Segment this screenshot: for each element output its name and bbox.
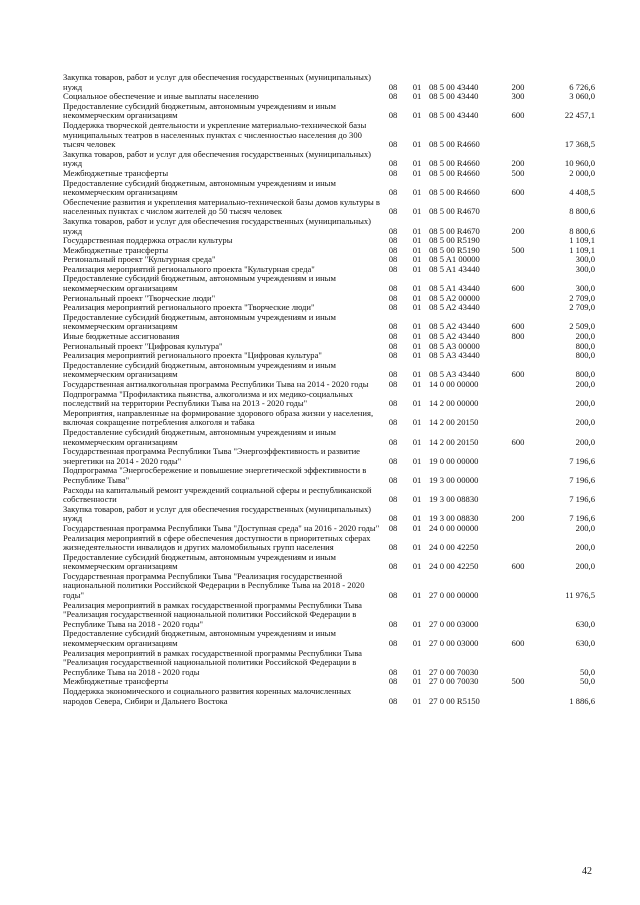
row-target-code: 08 5 A3 00000 — [429, 340, 480, 351]
table-row — [63, 409, 595, 428]
row-expense-type — [501, 294, 535, 304]
row-amount: 2 000,0 — [569, 167, 595, 178]
row-section: 08 — [388, 474, 398, 485]
row-expense-type: 600 — [511, 369, 525, 380]
row-name: Государственная программа Республики Тыва "Реализация государственной национальной политики Российской Федерации в Республике Тыва на 2018 - 2020 годы" — [63, 570, 365, 601]
row-amount: 7 196,6 — [569, 474, 595, 485]
row-section: 08 — [388, 436, 398, 447]
row-target-code: 27 0 00 03000 — [429, 618, 479, 629]
row-subsection: 01 — [412, 283, 422, 294]
row-section: 08 — [388, 91, 398, 102]
row-amount: 2 709,0 — [569, 292, 595, 303]
table-row — [63, 102, 595, 121]
row-name: Реализация мероприятий регионального проекта "Цифровая культура" — [63, 350, 322, 361]
row-expense-type — [501, 572, 535, 601]
row-expense-type — [501, 198, 535, 217]
row-name: Государственная программа Республики Тыва "Энергоэффективность и развитие энергетики на 2014 - 2020 годы" — [63, 446, 360, 466]
row-name: Закупка товаров, работ и услуг для обеспечения государственных (муниципальных) нужд — [63, 148, 371, 169]
row-expense-type: 600 — [511, 187, 525, 198]
row-name: Предоставление субсидий бюджетным, автономным учреждениям и иным некоммерческим организациям — [63, 628, 336, 649]
row-section: 08 — [388, 331, 398, 342]
row-target-code: 24 0 00 00000 — [429, 522, 479, 533]
row-amount: 300,0 — [575, 283, 595, 294]
row-target-code: 19 0 00 00000 — [429, 455, 479, 466]
table-row — [63, 274, 595, 293]
row-target-code: 08 5 00 R4660 — [429, 187, 480, 198]
row-subsection: 01 — [412, 618, 422, 629]
table-row — [63, 466, 595, 485]
row-amount: 630,0 — [575, 638, 595, 649]
row-target-code: 08 5 A1 43440 — [429, 283, 480, 294]
row-target-code: 14 2 00 20150 — [429, 417, 479, 428]
row-subsection: 01 — [412, 522, 422, 533]
row-expense-type — [501, 466, 535, 485]
row-target-code: 08 5 A2 43440 — [429, 321, 480, 332]
table-row — [63, 629, 595, 648]
row-section: 08 — [388, 638, 398, 649]
row-target-code: 14 0 00 00000 — [429, 379, 479, 389]
row-target-code: 08 5 00 43440 — [429, 81, 479, 92]
row-section: 08 — [388, 292, 398, 303]
row-subsection: 01 — [412, 590, 422, 601]
table-row — [63, 486, 595, 505]
table-row — [63, 601, 595, 630]
row-subsection: 01 — [412, 455, 422, 466]
row-amount: 7 196,6 — [569, 455, 595, 466]
row-subsection: 01 — [412, 417, 422, 428]
row-section: 08 — [388, 139, 398, 150]
row-amount: 200,0 — [575, 522, 595, 533]
row-name: Расходы на капитальный ремонт учреждений социальной сферы и республиканской собственности — [63, 484, 372, 505]
row-name: Региональный проект "Культурная среда" — [63, 254, 216, 265]
row-expense-type: 600 — [511, 321, 525, 332]
row-name: Предоставление субсидий бюджетным, автономным учреждениям и иным некоммерческим организациям — [63, 426, 336, 447]
row-subsection: 01 — [412, 638, 422, 649]
row-amount: 300,0 — [575, 263, 595, 274]
row-target-code: 14 2 00 20150 — [429, 436, 479, 447]
row-target-code: 19 3 00 08830 — [429, 513, 479, 524]
row-expense-type: 300 — [511, 91, 525, 102]
row-subsection: 01 — [412, 110, 422, 121]
table-row — [63, 150, 595, 169]
row-expense-type — [501, 649, 535, 678]
row-amount: 630,0 — [575, 618, 595, 629]
row-name: Региональный проект "Творческие люди" — [63, 292, 216, 303]
row-subsection: 01 — [412, 379, 422, 389]
row-name: Реализация мероприятий в сфере обеспечения доступности в приоритетных сферах жизнедеятельности инвалидов и других маломобильных групп населения — [63, 532, 371, 553]
table-row — [63, 73, 595, 92]
row-name: Предоставление субсидий бюджетным, автономным учреждениям и иным некоммерческим организациям — [63, 359, 336, 380]
row-section: 08 — [388, 110, 398, 121]
row-expense-type: 200 — [511, 158, 525, 169]
row-section: 08 — [388, 455, 398, 466]
row-expense-type — [501, 255, 535, 265]
row-section: 08 — [388, 158, 398, 169]
row-target-code: 08 5 A3 43440 — [429, 350, 480, 361]
row-target-code: 24 0 00 42250 — [429, 542, 479, 553]
row-name: Реализация мероприятий в рамках государственной программы Республики Тыва "Реализация государственной национальной политики Российской Федерации в Республике Тыва на 2018 - 2020 годы — [63, 647, 362, 677]
row-amount: 200,0 — [575, 331, 595, 342]
table-row — [63, 428, 595, 447]
row-section: 08 — [388, 340, 398, 351]
row-expense-type: 600 — [511, 436, 525, 447]
table-row — [63, 198, 595, 217]
row-target-code: 19 3 00 08830 — [429, 494, 479, 505]
row-amount: 17 368,5 — [564, 139, 595, 150]
row-expense-type — [501, 342, 535, 352]
table-row — [63, 313, 595, 332]
row-amount: 1 109,1 — [569, 235, 595, 246]
row-expense-type — [501, 534, 535, 553]
row-amount: 10 960,0 — [564, 158, 595, 169]
row-amount: 1 109,1 — [569, 244, 595, 255]
row-target-code: 08 5 A1 00000 — [429, 254, 480, 265]
row-subsection: 01 — [412, 81, 422, 92]
row-section: 08 — [388, 542, 398, 553]
row-target-code: 27 0 00 R5150 — [429, 695, 480, 706]
row-section: 08 — [388, 369, 398, 380]
row-expense-type — [501, 447, 535, 466]
row-subsection: 01 — [412, 331, 422, 342]
row-name: Межбюджетные трансферты — [63, 676, 169, 687]
row-expense-type — [501, 121, 535, 150]
row-subsection: 01 — [412, 369, 422, 380]
row-subsection: 01 — [412, 263, 422, 274]
row-expense-type: 200 — [511, 81, 525, 92]
row-name: Предоставление субсидий бюджетным, автономным учреждениям и иным некоммерческим организациям — [63, 100, 336, 121]
row-expense-type — [501, 486, 535, 505]
row-name: Предоставление субсидий бюджетным, автономным учреждениям и иным некоммерческим организациям — [63, 177, 336, 198]
row-name: Подпрограмма "Энергосбережение и повышение энергетической эффективности в Республике Тыва" — [63, 465, 367, 485]
row-section: 08 — [388, 561, 398, 572]
table-row — [63, 505, 595, 524]
row-name: Предоставление субсидий бюджетным, автономным учреждениям и иным некоммерческим организациям — [63, 273, 336, 294]
row-name: Реализация мероприятий регионального проекта "Творческие люди" — [63, 302, 315, 313]
row-subsection: 01 — [412, 244, 422, 255]
row-section: 08 — [388, 187, 398, 198]
row-amount: 800,0 — [575, 369, 595, 380]
row-name: Предоставление субсидий бюджетным, автономным учреждениям и иным некоммерческим организациям — [63, 551, 336, 572]
table-row — [63, 649, 595, 678]
table-row — [63, 687, 595, 706]
row-name: Подпрограмма "Профилактика пьянства, алкоголизма и их медико-социальных последствий на территории Республики Тыва на 2013 - 2020 годы" — [63, 388, 354, 409]
row-amount: 7 196,6 — [569, 494, 595, 505]
row-expense-type: 600 — [511, 110, 525, 121]
row-expense-type: 500 — [511, 676, 525, 687]
row-section: 08 — [388, 206, 398, 217]
row-amount: 2 509,0 — [569, 321, 595, 332]
row-name: Предоставление субсидий бюджетным, автономным учреждениям и иным некоммерческим организациям — [63, 311, 336, 332]
row-target-code: 08 5 A2 00000 — [429, 292, 480, 303]
row-target-code: 08 5 00 R4670 — [429, 206, 480, 217]
row-target-code: 08 5 00 R4660 — [429, 139, 480, 150]
row-target-code: 08 5 A1 43440 — [429, 263, 480, 274]
row-expense-type — [501, 524, 535, 534]
row-subsection: 01 — [412, 225, 422, 236]
row-target-code: 14 2 00 00000 — [429, 398, 479, 409]
row-amount: 7 196,6 — [569, 513, 595, 524]
row-amount: 8 800,6 — [569, 206, 595, 217]
row-subsection: 01 — [412, 695, 422, 706]
row-subsection: 01 — [412, 91, 422, 102]
row-section: 08 — [388, 417, 398, 428]
row-amount: 22 457,1 — [564, 110, 595, 121]
row-subsection: 01 — [412, 398, 422, 409]
table-row — [63, 179, 595, 198]
row-target-code: 08 5 A2 43440 — [429, 331, 480, 342]
row-name: Закупка товаров, работ и услуг для обеспечения государственных (муниципальных) нужд — [63, 215, 371, 236]
row-name: Реализация мероприятий регионального проекта "Культурная среда" — [63, 263, 315, 274]
row-name: Обеспечение развития и укрепления материально-технической базы домов культуры в населенных пунктах с числом жителей до 50 тысяч человек — [63, 196, 380, 217]
row-target-code: 27 0 00 70030 — [429, 676, 479, 687]
row-amount: 50,0 — [579, 676, 595, 687]
row-name: Государственная поддержка отрасли культуры — [63, 235, 233, 246]
row-target-code: 08 5 00 43440 — [429, 110, 479, 121]
row-subsection: 01 — [412, 676, 422, 687]
row-expense-type: 200 — [511, 513, 525, 524]
row-subsection: 01 — [412, 494, 422, 505]
row-subsection: 01 — [412, 474, 422, 485]
row-section: 08 — [388, 302, 398, 313]
row-section: 08 — [388, 244, 398, 255]
row-amount: 2 709,0 — [569, 302, 595, 313]
row-target-code: 19 3 00 00000 — [429, 474, 479, 485]
table-row — [63, 217, 595, 236]
row-section: 08 — [388, 350, 398, 361]
row-subsection: 01 — [412, 158, 422, 169]
row-subsection: 01 — [412, 513, 422, 524]
row-expense-type — [501, 380, 535, 390]
row-subsection: 01 — [412, 187, 422, 198]
row-name: Межбюджетные трансферты — [63, 244, 169, 255]
row-section: 08 — [388, 522, 398, 533]
row-subsection: 01 — [412, 340, 422, 351]
row-amount: 8 800,6 — [569, 225, 595, 236]
row-section: 08 — [388, 513, 398, 524]
row-target-code: 27 0 00 70030 — [429, 666, 479, 677]
row-target-code: 08 5 00 R4660 — [429, 167, 480, 178]
row-expense-type: 800 — [511, 331, 525, 342]
row-subsection: 01 — [412, 561, 422, 572]
row-section: 08 — [388, 235, 398, 246]
row-name: Закупка товаров, работ и услуг для обеспечения государственных (муниципальных) нужд — [63, 72, 371, 92]
row-section: 08 — [388, 666, 398, 677]
row-section: 08 — [388, 283, 398, 294]
row-expense-type: 600 — [511, 638, 525, 649]
row-subsection: 01 — [412, 167, 422, 178]
row-name: Закупка товаров, работ и услуг для обеспечения государственных (муниципальных) нужд — [63, 503, 371, 524]
row-amount: 200,0 — [575, 542, 595, 553]
row-subsection: 01 — [412, 292, 422, 303]
row-amount: 300,0 — [575, 254, 595, 265]
row-expense-type — [501, 303, 535, 313]
row-target-code: 27 0 00 00000 — [429, 590, 479, 601]
row-target-code: 08 5 00 43440 — [429, 91, 479, 102]
row-section: 08 — [388, 254, 398, 265]
table-row — [63, 572, 595, 601]
row-name: Региональный проект "Цифровая культура" — [63, 340, 223, 351]
page-number: 42 — [582, 866, 592, 877]
row-amount: 200,0 — [575, 561, 595, 572]
row-amount: 200,0 — [575, 436, 595, 447]
row-amount: 3 060,0 — [569, 91, 595, 102]
row-amount: 200,0 — [575, 417, 595, 428]
row-subsection: 01 — [412, 436, 422, 447]
row-expense-type: 600 — [511, 561, 525, 572]
row-amount: 6 726,6 — [569, 81, 595, 92]
row-section: 08 — [388, 398, 398, 409]
row-amount: 200,0 — [575, 398, 595, 409]
table-row — [63, 121, 595, 150]
row-subsection: 01 — [412, 321, 422, 332]
row-expense-type — [501, 265, 535, 275]
row-target-code: 08 5 00 R5190 — [429, 244, 480, 255]
row-name: Межбюджетные трансферты — [63, 167, 169, 178]
row-expense-type: 200 — [511, 225, 525, 236]
row-amount: 4 408,5 — [569, 187, 595, 198]
row-name: Реализация мероприятий в рамках государственной программы Республики Тыва "Реализация государственной национальной политики Российской Федерации в Республике Тыва на 2018 - 2020 годы" — [63, 599, 362, 629]
row-subsection: 01 — [412, 139, 422, 150]
row-section: 08 — [388, 618, 398, 629]
budget-table — [63, 73, 595, 706]
row-section: 08 — [388, 263, 398, 274]
row-subsection: 01 — [412, 350, 422, 361]
table-row — [63, 553, 595, 572]
row-name: Государственная антиалкогольная программа Республики Тыва на 2014 - 2020 годы — [63, 379, 369, 389]
row-expense-type: 500 — [511, 244, 525, 255]
row-name: Поддержка творческой деятельности и укрепление материально-технической базы муниципальных театров в населенных пунктах с численностью населения до 300 тысяч человек — [63, 119, 367, 150]
table-row — [63, 361, 595, 380]
row-expense-type — [501, 601, 535, 630]
row-target-code: 08 5 A3 43440 — [429, 369, 480, 380]
row-amount: 200,0 — [575, 379, 595, 389]
row-section: 08 — [388, 225, 398, 236]
row-section: 08 — [388, 167, 398, 178]
row-subsection: 01 — [412, 302, 422, 313]
row-section: 08 — [388, 379, 398, 389]
row-name: Мероприятия, направленные на формирование здорового образа жизни у населения, включая сокращение потребления алкоголя и табака — [63, 407, 374, 428]
row-amount: 800,0 — [575, 340, 595, 351]
row-expense-type — [501, 351, 535, 361]
row-target-code: 08 5 A2 43440 — [429, 302, 480, 313]
row-amount: 1 886,6 — [569, 695, 595, 706]
row-amount: 800,0 — [575, 350, 595, 361]
row-section: 08 — [388, 494, 398, 505]
row-expense-type — [501, 390, 535, 409]
table-row — [63, 534, 595, 553]
row-subsection: 01 — [412, 235, 422, 246]
row-subsection: 01 — [412, 254, 422, 265]
row-subsection: 01 — [412, 542, 422, 553]
row-expense-type: 500 — [511, 167, 525, 178]
row-target-code: 27 0 00 03000 — [429, 638, 479, 649]
row-target-code: 08 5 00 R5190 — [429, 235, 480, 246]
row-subsection: 01 — [412, 206, 422, 217]
row-section: 08 — [388, 695, 398, 706]
row-section: 08 — [388, 590, 398, 601]
row-subsection: 01 — [412, 666, 422, 677]
row-expense-type — [501, 687, 535, 706]
row-target-code: 08 5 00 R4660 — [429, 158, 480, 169]
row-amount: 50,0 — [579, 666, 595, 677]
table-row — [63, 390, 595, 409]
row-name: Поддержка экономического и социального развития коренных малочисленных народов Севера, Сибири и Дальнего Востока — [63, 686, 352, 706]
row-section: 08 — [388, 676, 398, 687]
row-section: 08 — [388, 81, 398, 92]
row-expense-type: 600 — [511, 283, 525, 294]
row-target-code: 24 0 00 42250 — [429, 561, 479, 572]
row-amount: 11 976,5 — [565, 590, 595, 601]
row-section: 08 — [388, 321, 398, 332]
row-name: Государственная программа Республики Тыва "Доступная среда" на 2016 - 2020 годы" — [63, 522, 380, 533]
table-row — [63, 447, 595, 466]
row-target-code: 08 5 00 R4670 — [429, 225, 480, 236]
row-expense-type — [501, 409, 535, 428]
row-name: Социальное обеспечение и иные выплаты населению — [63, 91, 259, 102]
row-name: Иные бюджетные ассигнования — [63, 331, 180, 342]
